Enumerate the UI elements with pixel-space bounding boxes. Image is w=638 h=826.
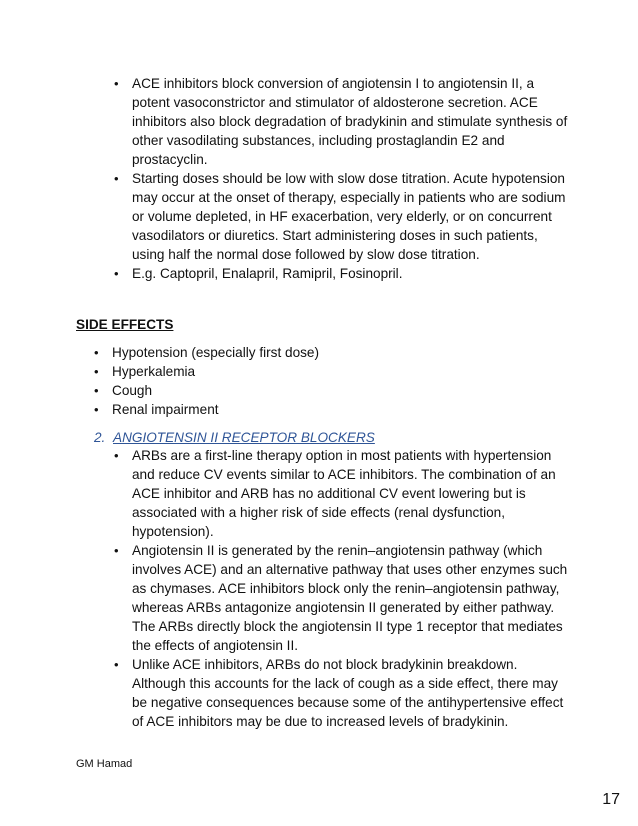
list-item: • Hyperkalemia xyxy=(112,362,552,381)
side-effects-list xyxy=(112,343,552,419)
list-item: • ARBs are a first-line therapy option in most patients with hypertension and reduce CV events similar to ACE inhibitors. The combination of an ACE inhibitor and ARB has no additional CV event lowering but is associated with a higher risk of side effects (renal dysfunction, hypotension). xyxy=(132,446,572,541)
section-title: ANGIOTENSIN II RECEPTOR BLOCKERS xyxy=(113,430,375,445)
list-item: • ACE inhibitors block conversion of angiotensin I to angiotensin II, a potent vasoconstrictor and stimulator of aldosterone secretion. ACE inhibitors also block degradation of bradykinin and stimulate synthesis of other vasodilating substances, including prostaglandin E2 and prostacyclin. xyxy=(132,74,572,169)
arb-bullet-list xyxy=(132,446,572,731)
list-item: • Renal impairment xyxy=(112,400,552,419)
ace-inhibitor-bullet-list xyxy=(132,74,572,283)
list-item: • Unlike ACE inhibitors, ARBs do not block bradykinin breakdown. Although this accounts for the lack of cough as a side effect, there may be negative consequences because some of the antihypertensive effect of ACE inhibitors may be due to increased levels of bradykinin. xyxy=(132,655,572,731)
list-item: • E.g. Captopril, Enalapril, Ramipril, Fosinopril. xyxy=(132,264,572,283)
side-effects-heading: SIDE EFFECTS xyxy=(76,317,174,332)
list-item: • Hypotension (especially first dose) xyxy=(112,343,552,362)
list-item: • Cough xyxy=(112,381,552,400)
list-item: • Starting doses should be low with slow dose titration. Acute hypotension may occur at the onset of therapy, especially in patients who are sodium or volume depleted, in HF exacerbation, very elderly, or on concurrent vasodilators or diuretics. Start administering doses in such patients, using half the normal dose followed by slow dose titration. xyxy=(132,169,572,264)
section-number: 2. xyxy=(94,430,106,445)
page-number: 17 xyxy=(602,791,620,808)
list-item: • Angiotensin II is generated by the renin–angiotensin pathway (which involves ACE) and an alternative pathway that uses other enzymes such as chymases. ACE inhibitors block only the renin–angiotensin pathway, whereas ARBs antagonize angiotensin II generated by either pathway. The ARBs directly block the angiotensin II type 1 receptor that mediates the effects of angiotensin II. xyxy=(132,541,572,655)
section-heading-arbs xyxy=(94,428,375,447)
footer-author: GM Hamad xyxy=(76,758,133,770)
